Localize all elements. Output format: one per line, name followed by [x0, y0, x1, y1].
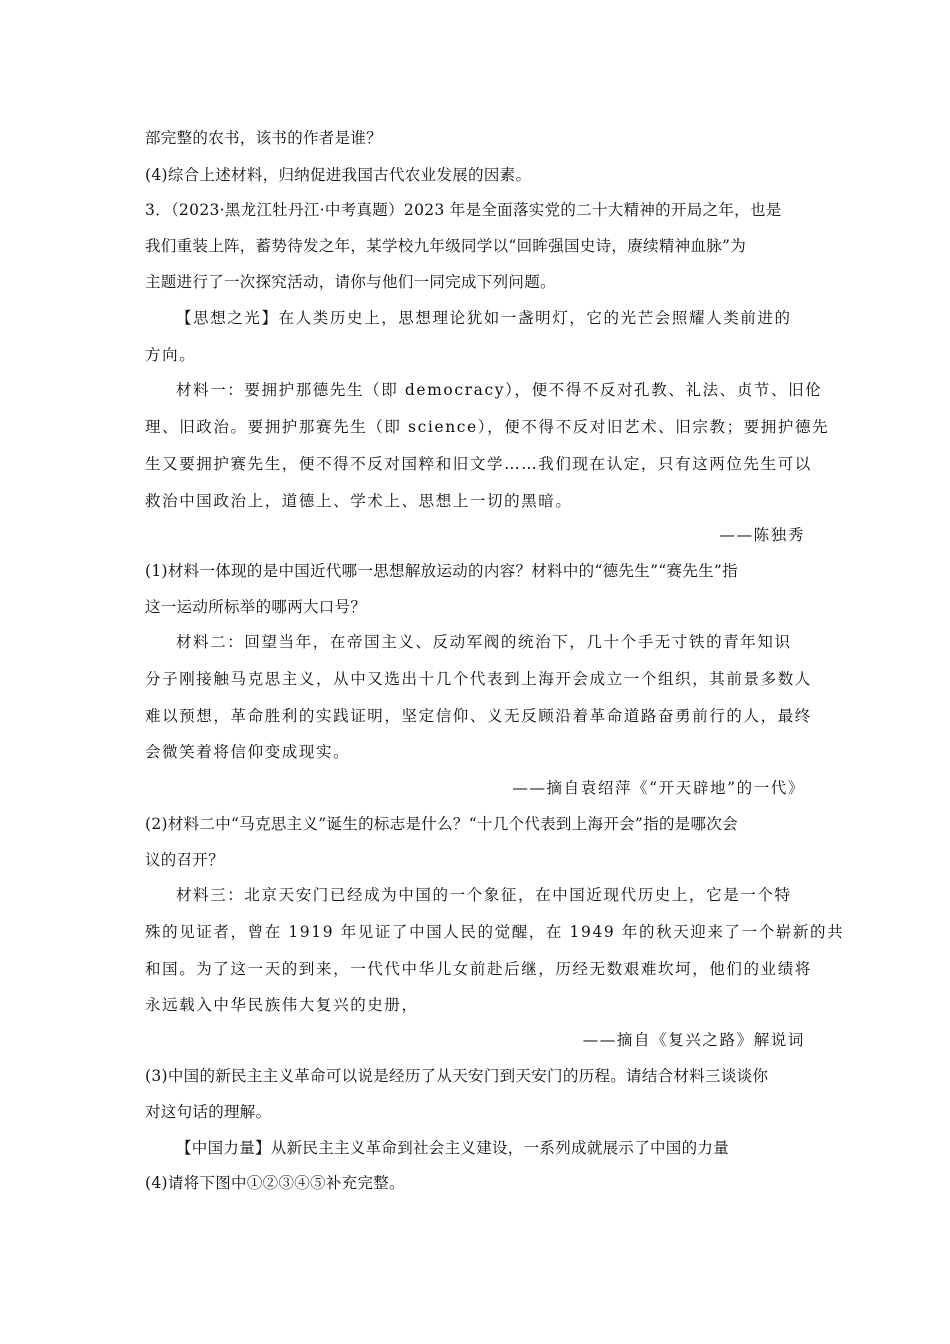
question-3-line-3: 主题进行了一次探究活动，请你与他们一同完成下列问题。 [145, 273, 556, 291]
question-1-line-1: (1)材料一体现的是中国近代哪一思想解放运动的内容？材料中的“德先生”“赛先生”指 [145, 562, 738, 580]
question-3-sub-line-2: 对这句话的理解。 [145, 1103, 272, 1121]
section-thought-light-line-2: 方向。 [145, 346, 197, 364]
material-1-line-3: 生又要拥护赛先生，便不得不反对国粹和旧文学……我们现在认定，只有这两位先生可以 [145, 455, 812, 473]
section-china-power: 【中国力量】从新民主主义革命到社会主义建设，一系列成就展示了中国的力量 [176, 1139, 730, 1157]
material-3-line-4: 永远载入中华民族伟大复兴的史册， [145, 996, 419, 1014]
question-3-sub-line-1: (3)中国的新民主主义革命可以说是经历了从天安门到天安门的历程。请结合材料三谈谈你 [145, 1067, 769, 1085]
material-3-line-2: 殊的见证者，曾在 1919 年见证了中国人民的觉醒，在 1949 年的秋天迎来了一个崭新的共 [145, 923, 845, 941]
question-4-line: (4)请将下图中①②③④⑤补充完整。 [145, 1174, 405, 1192]
material-2-line-4: 会微笑着将信仰变成现实。 [145, 743, 351, 761]
material-1-line-1: 材料一：要拥护那德先生（即 democracy），便不得不反对孔教、礼法、贞节、旧伦 [176, 381, 823, 399]
text-line-1: 部完整的农书，该书的作者是谁？ [145, 129, 383, 147]
material-3-line-3: 和国。为了这一天的到来，一代代中华儿女前赴后继，历经无数艰难坎坷，他们的业绩将 [145, 960, 812, 978]
question-4-prev: (4)综合上述材料，归纳促进我国古代农业发展的因素。 [145, 166, 532, 184]
question-3-line-1: 3．（2023·黑龙江牡丹江·中考真题）2023 年是全面落实党的二十大精神的开局之年，也是 [145, 201, 782, 219]
material-1-line-4: 救治中国政治上，道德上、学术上、思想上一切的黑暗。 [145, 492, 573, 510]
material-3-line-1: 材料三：北京天安门已经成为中国的一个象征，在中国近现代历史上，它是一个特 [176, 886, 792, 904]
material-3-source: ——摘自《复兴之路》解说词 [582, 1031, 805, 1049]
material-2-line-3: 难以预想，革命胜利的实践证明，坚定信仰、义无反顾沿着革命道路奋勇前行的人，最终 [145, 707, 812, 725]
question-3-line-2: 我们重装上阵，蓄势待发之年，某学校九年级同学以“回眸强国史诗，赓续精神血脉”为 [145, 237, 747, 255]
material-2-source: ——摘自袁绍萍《“开天辟地”的一代》 [512, 779, 805, 797]
material-2-line-2: 分子刚接触马克思主义，从中又选出十几个代表到上海开会成立一个组织，其前景多数人 [145, 670, 812, 688]
material-1-line-2: 理、旧政治。要拥护那赛先生（即 science），便不得不反对旧艺术、旧宗教；要拥护德先 [145, 418, 830, 436]
section-thought-light-line-1: 【思想之光】在人类历史上，思想理论犹如一盏明灯，它的光芒会照耀人类前进的 [176, 309, 792, 327]
material-1-source: ——陈独秀 [719, 526, 805, 544]
question-1-line-2: 这一运动所标举的哪两大口号？ [145, 598, 367, 616]
question-2-line-1: (2)材料二中“马克思主义”诞生的标志是什么？“十几个代表到上海开会”指的是哪次会 [145, 815, 738, 833]
material-2-line-1: 材料二：回望当年，在帝国主义、反动军阀的统治下，几十个手无寸铁的青年知识 [176, 633, 792, 651]
question-2-line-2: 议的召开？ [145, 851, 225, 869]
